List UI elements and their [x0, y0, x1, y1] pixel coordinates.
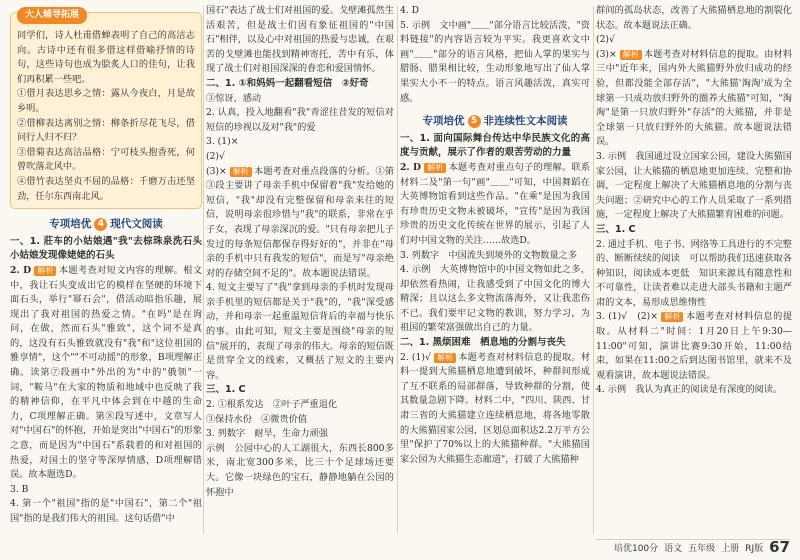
answer-item: 一、1. 面向国际舞台传达中华民族文化的高度与贡献，展示了作者的艰苦劳动的力量 [400, 132, 590, 159]
column-4 [596, 4, 792, 398]
tip-item: ③借菊表达高洁品格：宁可枝头抱香死，何曾吹落北风中。 [17, 146, 195, 173]
tip-item: ④借竹表达坚贞不屈的品格：千磨万击还坚劲，任尔东西南北风。 [17, 175, 195, 202]
section-header: 专项培优 5 非连续性文本阅读 [422, 115, 568, 128]
answer-item: 二、1. ①和妈妈一起翻看短信 ②好奇 [206, 77, 369, 89]
answer-item: 2. (1)√ 解析 本题考查对材料信息的提取。材料一提到大熊猫栖息地遭到破坏，种群间形成了互不联系的局部群落，导致种群的分割，使其数量急剧下降。材料二中，"四川、陕西、甘肃三省的大熊猫建立连续栖息地，将各地零散的大熊猫国家公园，区划总面积达2.2万平方公里"保护了70%以上的大熊猫种群。"大熊猫国家公园为大熊猫生态廊道"，打破了大熊猫种 [400, 351, 591, 465]
section-header: 专项培优 4 现代文阅读 [49, 218, 163, 231]
analysis-tag: 解析 [661, 312, 683, 322]
answer-item: 3. (1)× [206, 136, 239, 148]
answer-item: 3. 列数字 耐旱，生命力顽强 [206, 428, 328, 440]
answer-item: 2. D 解析 本题考查对重点句子的理解。联系材料二及"第一句"画"＿＿"可知，中国舞蹈在大英博物馆看到这些作品。"在乘"是因为我国有珍贵历史文物未被破坏，"宣传"是因为我国珍贵的历史文化传统在世界的展示，引起了人们对中国文物的关注……故选D。 [400, 161, 591, 246]
answer-item: 2. ①根系发达 ②叶子严重退化 [206, 399, 338, 411]
answer-item: 4. D [400, 5, 420, 16]
answer-item: ③惊讶，感动 [206, 92, 262, 104]
answer-item: 3. 列数字 中国流失到境外的文物数量之多 [400, 249, 578, 261]
answer-item: 一、1. 莊车的小姑娘遇"我"去棕珠泉洗石头小姑娘发现像姥姥的石头 [10, 235, 202, 262]
footer-grade: 五年级 [688, 543, 716, 554]
column-2 [206, 4, 394, 500]
answer-item: 4. 示例 大英博物馆中的中国文物如此之多，却依然看热闹，让我感受到了中国文化的博大精深；且以这么多文物流落海外，又让我悲伤不已。我们要牢记文物的教训，努力学习，为祖国的繁荣富强做出自己的力量。 [400, 264, 590, 334]
answer-item: 国石"表达了战士们对祖国的爱。戈壁滩孤然生活艰苦，但是战士们因有象征祖国的"中国石"相伴，以及心中对祖国的热爱与忠诚，在艰苦的戈壁滩也能找到精神寄托，苦中有乐，体现了战士们对祖国深深的眷恋和爱国情怀。 [206, 5, 394, 75]
answer-item: 三、1. C [596, 223, 636, 235]
analysis-tag: 解析 [434, 353, 456, 363]
section-number-badge: 4 [94, 218, 107, 231]
tip-item: ①借月表达思乡之情：露从今夜白，月是故乡明。 [17, 88, 195, 114]
answer-item: 2. D 解析 本题考查对短文内容的理解。根文中，我让石头变成出它的模样在坚硬的环境下面石头，举行"幂石会"，借活动暗指乐趣，展现出了我对祖国的热爱之情。"在吗"是在询问，在做，然而石头"雅致"，这个词不是真的，这没有石头雅致就没有"我"和"这位祖国的雅享情"，这个""不可动摇"的形象，B项理解正确。读第⑦段画中"外出的为"中的"俄领"一词，"鞍马"在大家的物质和地域中也反映了我的精神信仰，在平凡中体会到在中越的生命力，C项理解正确。第⑧段写述中，文章写人对"中国石"的怀抱，开始是突出"中国石"的形象之意，而是因为"中国石"系载着的和对祖国的热爱，对国土的坚守等深厚情感，D项理解错误。故本题选D。 [10, 264, 203, 481]
answer-item: (2)√ [206, 150, 225, 162]
answer-item: 群间的孤岛状态，改善了大熊猫栖息地的割裂化状态。故本题说法正确。 [596, 5, 792, 31]
answer-item: 3. B [10, 483, 29, 495]
answer-item: (2)√ [596, 34, 615, 46]
answer-item: 4. 短文主要写了"我"拿到母亲的手机时发现母亲手机里的短信都是关于"我"的，"我"深受感动，并和母亲一起重温短信背后的幸福与快乐的事。由此可知，短文主要是围绕"母亲的短信"展开的，表现了母亲的伟大。母亲的短信既是贯穿全文的线索，又概括了短文的主要内容。 [206, 282, 394, 381]
answer-item: 2. 认真，投入地翻看"我"青涩往昔发的短信对短信的珍视以及对"我"的爱 [206, 107, 394, 133]
tip-box [10, 12, 202, 209]
answer-item: 4. 示例 我认为真正的阅读是有深度的阅读。 [596, 384, 783, 396]
analysis-tag: 解析 [34, 266, 56, 276]
column-3 [400, 4, 590, 467]
answer-item: 3. (1)√ (2)× 解析 本题考查对材料信息的提取。从材料二"时间：1月20日上午9:30—11:00"可知，演讲比赛9:30开始，11:00结束，如果在11:00之后到达图书馆里，就来不及观看演讲，故本题说法错误。 [596, 311, 793, 381]
section-number-badge: 5 [468, 115, 481, 128]
answer-item: 三、1. C [206, 384, 246, 396]
answer-item: 3. 示例 我国通过设立国家公园，建设大熊猫国家公园，让大熊猫的栖息地更加连续、完整和协调，一定程度上解决了大熊猫栖息地的分割与丧失问题；②研究中心的工作人员采取了一系列措施，一定程度上解决了大熊猫繁育困难的问题。 [596, 150, 792, 221]
page-footer [614, 538, 790, 556]
answer-item: ③保持水份 ④微贵价值 [206, 413, 308, 425]
column-divider [203, 6, 204, 534]
tip-box-title: 大人辅导拓展 [17, 7, 87, 24]
answer-item: 5. 示例 文中画"＿＿"部分语言比较活泼，"资料链接"的内容语言较为平实。我更喜欢文中画"＿＿"部分的语言风格，把仙人掌的果实与腊肠、腊果相比较，生动形象地写出了仙人掌果实大小不一的特点。语言风趣活泼，真实可感。 [400, 19, 590, 104]
column-1 [10, 4, 202, 527]
analysis-tag: 解析 [230, 167, 252, 177]
analysis-tag: 解析 [424, 163, 446, 173]
footer-brand: 培优100分 [613, 543, 659, 554]
answer-item: (3)× 解析 本题考查对重点段落的分析。①第③段主要讲了母亲手机中保留着"我"发给她的短信，"我"却没有完整保留和母亲来往的短信，说明母亲很珍惜与"我"的联系，非常在乎子女，表现了母亲深沉的爱。"只有母亲把儿子发过的每条短信都保存得好好的"，并非在"母亲的手机中只有我发的短信"，而是写"母亲绝对的存储空间不足的"。故本题说法错误。 [206, 165, 395, 279]
answer-item: 4. 第一个"祖国"指的是"中国石"，第二个"祖国"指的是我们伟大的祖国。这句话借"中 [10, 498, 202, 524]
answer-item: 二、1. 黑烦困难 栖息地的分割与丧失 [400, 337, 566, 349]
footer-edition: RJ版 [745, 543, 764, 554]
answer-item: 示例 公园中心的人工湖很大，东西长800多米，南北宽300多米，比三十个足球场还要大。它像一块绿色的宝石，静静地躺在公园的怀抱中 [206, 442, 394, 498]
column-divider [593, 6, 594, 534]
page-number: 67 [769, 538, 790, 556]
answer-item: (3)× 解析 本题考查对材料信息的提取。由材料三中"近年来，国内外大熊猫野外放归成功的经验，但都没能全部存活"，"大熊猫'淘淘'成为全球第一只成功放归野外的圈养大熊猫"可知，"淘淘"是第一只放归野外"存活"的大熊猫，并非是全球第一只放归野外的大熊猫。故本题说法错误。 [596, 48, 793, 148]
footer-term: 上册 [721, 543, 740, 554]
analysis-tag: 解析 [620, 50, 642, 60]
tip-item: ②借柳表达离别之情：柳条折尽花飞尽，借问行人归不归？ [17, 117, 195, 144]
column-divider [397, 6, 398, 534]
answer-item: 2. 通过手机、电子书、网络等工具进行的不完整的、断断续续的阅读 可以帮助我们迅速获取各种知识，阅读成本更低 知识来源具有随意性和不可靠性，让读者难以走进大部头书籍和主题严肃的文本，易形成思维惰性 [596, 238, 792, 308]
tip-box-intro: 同学们，诗人杜甫借蝉表明了自己的高洁志向。古诗中还有很多借这样借喻抒情的诗句，这些诗句也成为脍炙人口的佳句，让我们再积累一些吧。 [17, 30, 195, 85]
footer-subject: 语文 [664, 543, 683, 554]
